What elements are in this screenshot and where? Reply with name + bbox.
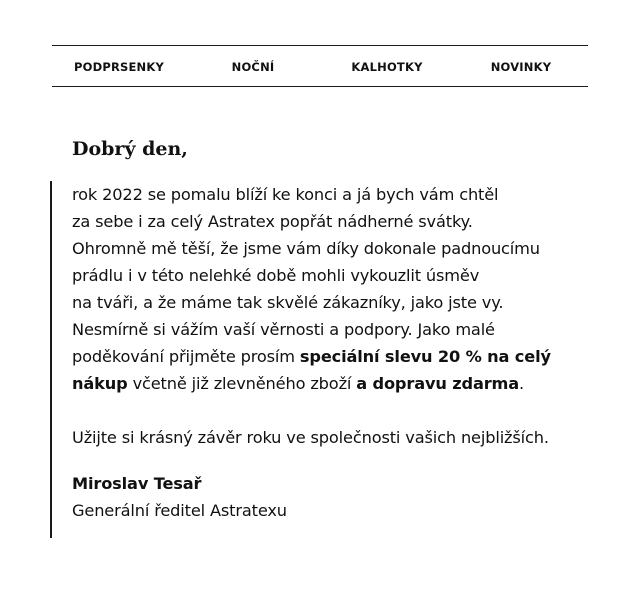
- letter-line-8: [72, 370, 570, 397]
- closing-line: Užijte si krásný závěr roku ve společnosti vašich nejbližších.: [72, 428, 549, 447]
- letter-line-7-text: poděkování přijměte prosím: [72, 347, 300, 366]
- nav-item-podprsenky[interactable]: PODPRSENKY: [73, 59, 165, 74]
- signature-name: Miroslav Tesař: [72, 474, 202, 493]
- top-navigation: [52, 45, 588, 87]
- letter-body: [50, 181, 570, 538]
- paragraph-gap: [72, 397, 570, 424]
- signature-title: Generální ředitel Astratexu: [72, 501, 287, 520]
- letter-line-1: rok 2022 se pomalu blíží ke konci a já bych vám chtěl: [72, 185, 499, 204]
- letter-line-4: prádlu i v této nelehké době mohli vykouzlit úsměv: [72, 266, 480, 285]
- letter-line-8-end: .: [519, 374, 525, 393]
- nav-item-novinky[interactable]: NOVINKY: [490, 59, 552, 74]
- nav-item-kalhotky[interactable]: KALHOTKY: [351, 59, 423, 74]
- letter-line-2: za sebe i za celý Astratex popřát nádherné svátky.: [72, 212, 473, 231]
- letter-line-6: Nesmírně si vážím vaší věrnosti a podpory. Jako malé: [72, 320, 495, 339]
- letter-line-7: [72, 343, 570, 370]
- purchase-highlight: nákup: [72, 374, 128, 393]
- discount-highlight: speciální slevu 20 % na celý: [299, 347, 551, 366]
- free-shipping-highlight: a dopravu zdarma: [356, 374, 520, 393]
- nav-item-nocni[interactable]: NOČNÍ: [231, 59, 275, 74]
- greeting-heading: Dobrý den,: [72, 138, 188, 160]
- letter-line-3: Ohromně mě těší, že jsme vám díky dokonale padnoucímu: [72, 239, 540, 258]
- letter-line-5: na tváři, a že máme tak skvělé zákazníky, jako jste vy.: [72, 293, 504, 312]
- paragraph-gap: [72, 451, 570, 470]
- letter-line-8-text: včetně již zlevněného zboží: [127, 374, 357, 393]
